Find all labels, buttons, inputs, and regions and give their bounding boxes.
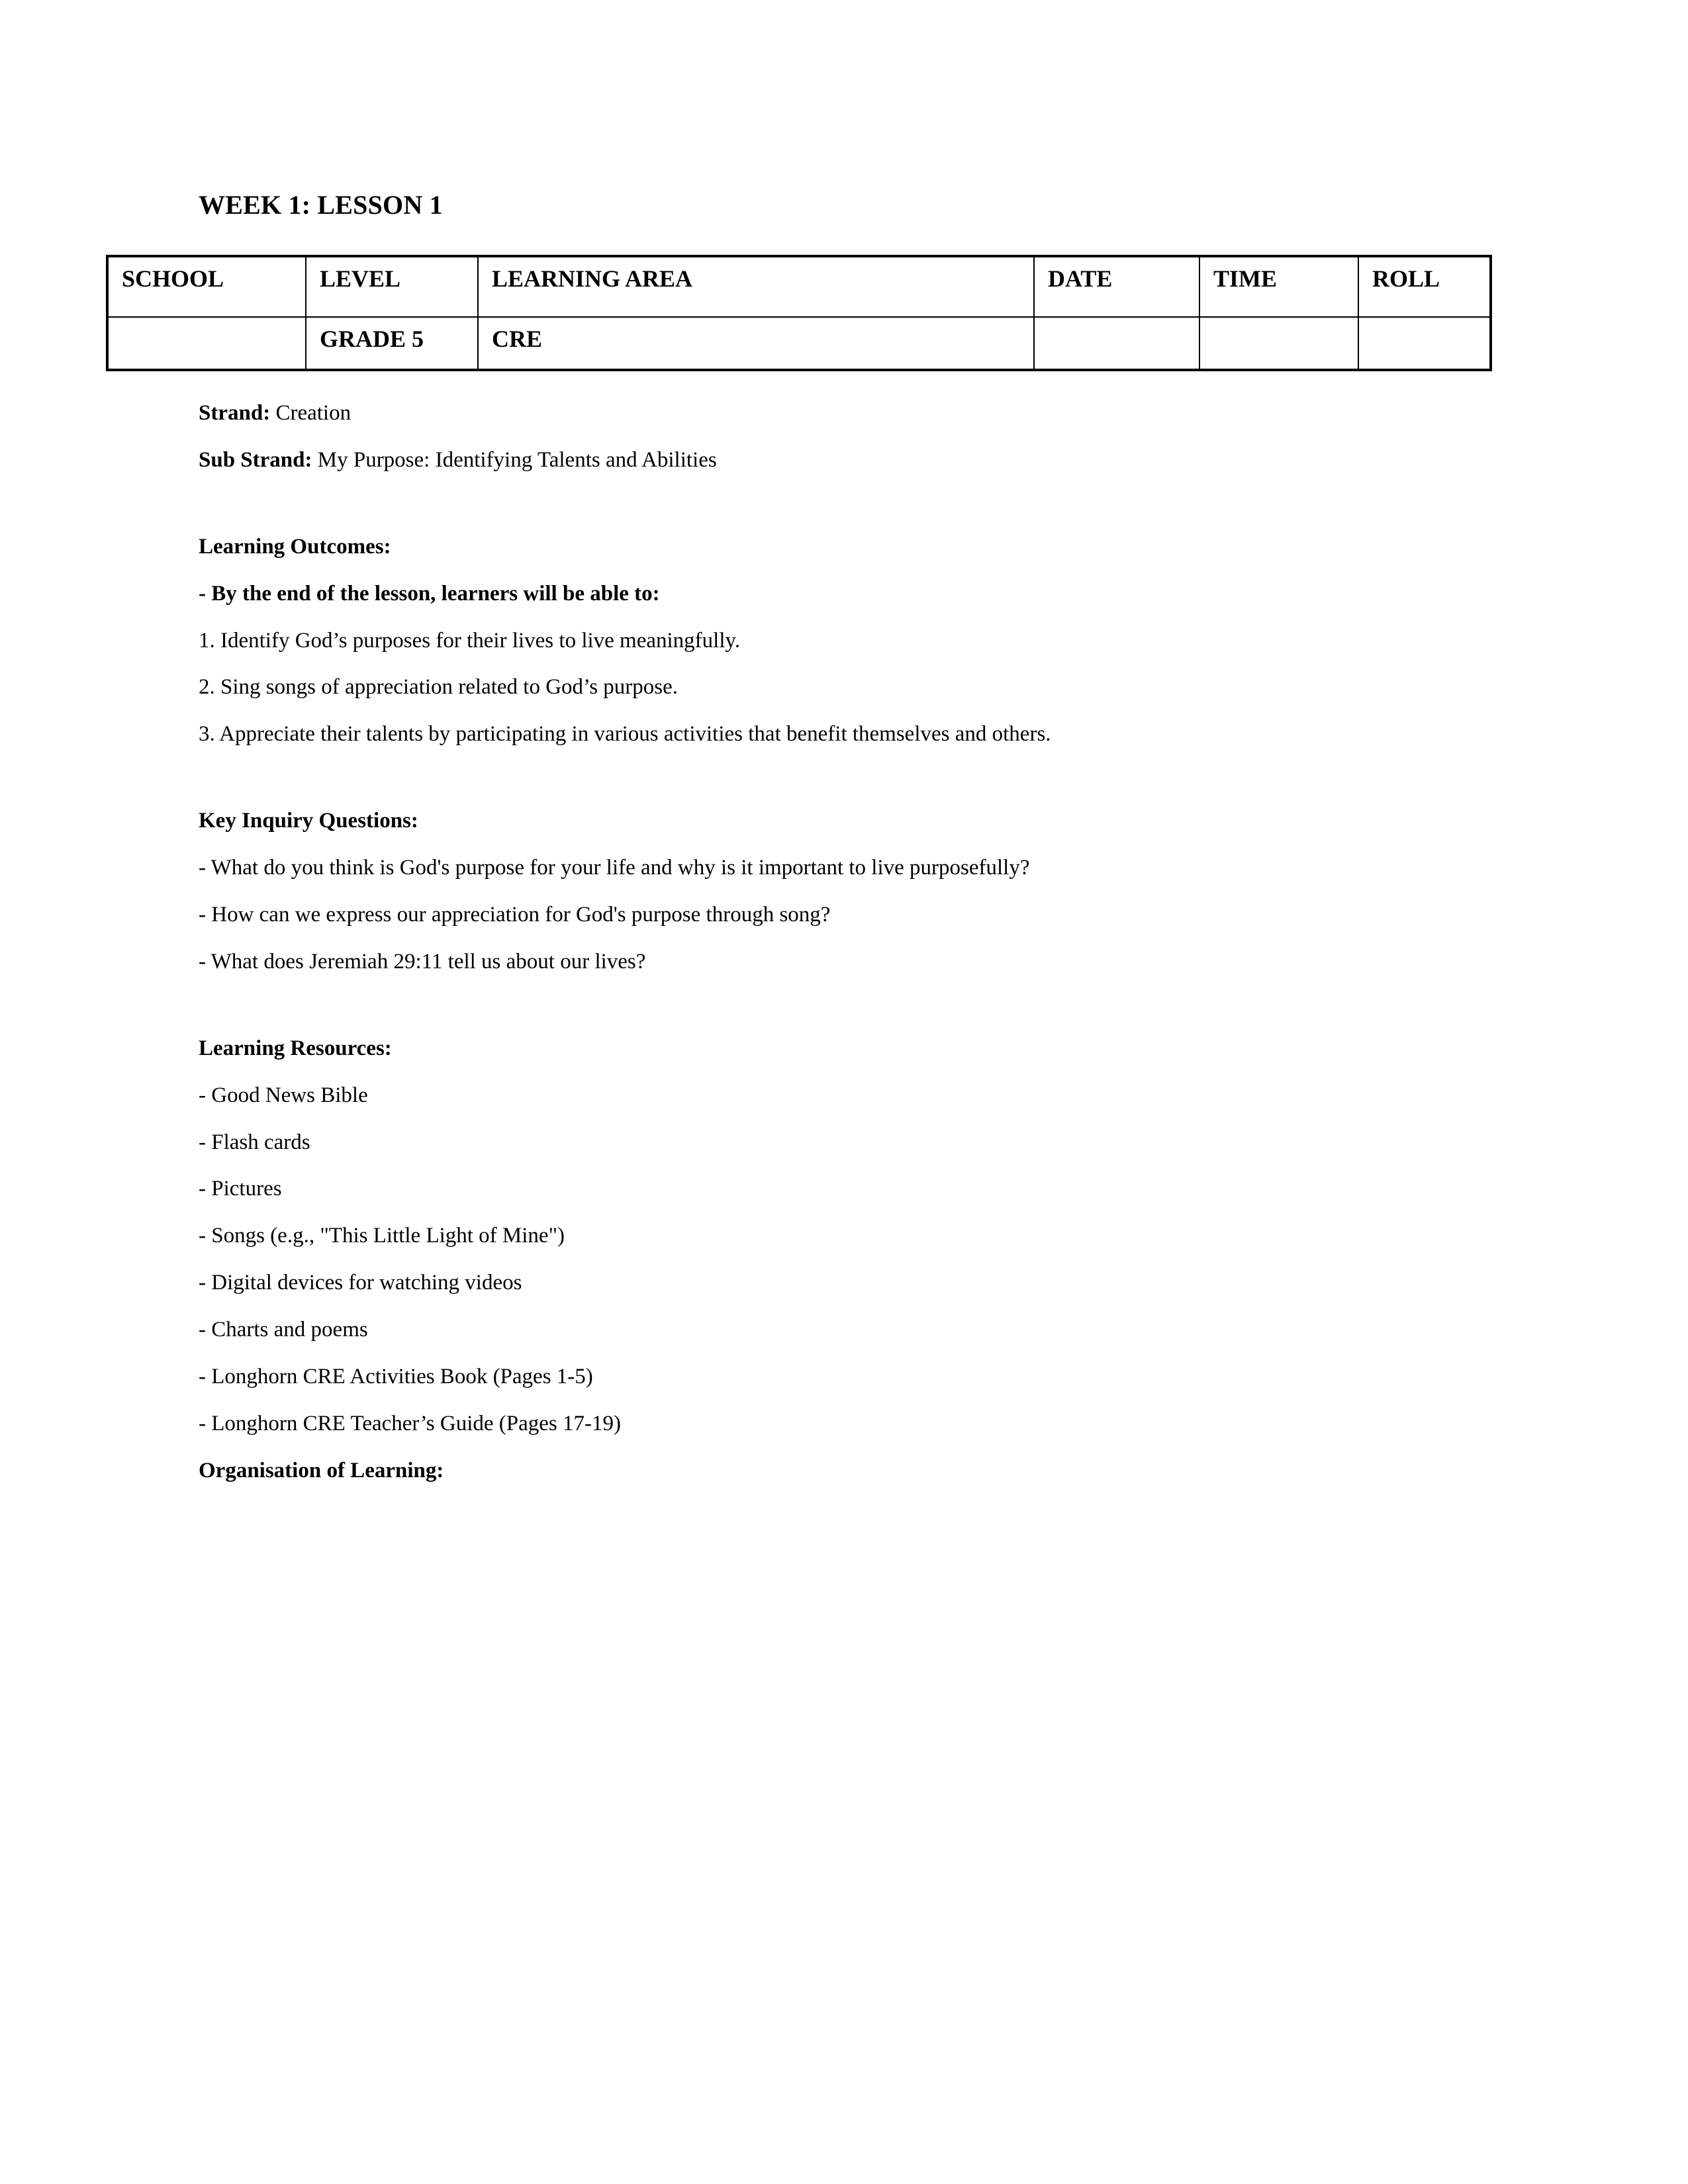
spacer (199, 428, 1397, 446)
learning-outcome-item: 1. Identify God’s purposes for their lives to live meaningfully. (199, 628, 741, 653)
key-inquiry-question-item: - What does Jeremiah 29:11 tell us about our lives? (199, 949, 646, 974)
strand-value: Creation (270, 401, 352, 425)
spacer (199, 976, 1397, 1034)
spacer (199, 1344, 1397, 1363)
learning-outcomes-intro: - By the end of the lesson, learners will be able to: (199, 581, 660, 606)
spacer (199, 1438, 1397, 1457)
spacer (199, 561, 1397, 580)
spacer (199, 608, 1397, 627)
spacer (199, 1250, 1397, 1269)
spacer (199, 475, 1397, 533)
table-header-date: DATE (1034, 256, 1199, 317)
key-inquiry-question-item: - What do you think is God's purpose for your life and why is it important to live purposefully? (199, 856, 1030, 880)
table-header-school: SCHOOL (107, 256, 306, 317)
spacer (199, 749, 1397, 807)
learning-resource-item: - Digital devices for watching videos (199, 1271, 522, 1295)
table-header-roll: ROLL (1358, 256, 1491, 317)
lesson-info-table-wrapper (106, 255, 1489, 371)
strand-label: Strand: (199, 401, 271, 425)
table-header-time: TIME (1199, 256, 1358, 317)
key-inquiry-questions-heading: Key Inquiry Questions: (199, 809, 418, 833)
learning-resource-item: - Good News Bible (199, 1083, 368, 1107)
learning-resource-item: - Charts and poems (199, 1318, 368, 1342)
sub-strand-value: My Purpose: Identifying Talents and Abilities (312, 447, 717, 472)
table-cell-school[interactable] (107, 317, 306, 370)
learning-resource-item: - Longhorn CRE Activities Book (Pages 1-5) (199, 1365, 593, 1389)
spacer (199, 371, 1397, 399)
table-header-learning-area: LEARNING AREA (478, 256, 1034, 317)
spacer (199, 1110, 1397, 1128)
sub-strand-line (199, 446, 1397, 475)
spacer (199, 1297, 1397, 1316)
table-header-row (107, 256, 1491, 317)
table-cell-level[interactable]: GRADE 5 (306, 317, 478, 370)
learning-resource-item: - Pictures (199, 1177, 282, 1201)
table-row (107, 317, 1491, 370)
spacer (199, 702, 1397, 720)
document-body (122, 0, 1440, 1485)
spacer (199, 882, 1397, 901)
sub-strand-label: Sub Strand: (199, 447, 312, 472)
spacer (199, 835, 1397, 854)
learning-resource-item: - Longhorn CRE Teacher’s Guide (Pages 17-19) (199, 1411, 621, 1435)
spacer (199, 1156, 1397, 1175)
learning-outcome-item: 2. Sing songs of appreciation related to God’s purpose. (199, 675, 679, 700)
spacer (199, 1063, 1397, 1081)
learning-outcome-item: 3. Appreciate their talents by participating in various activities that benefit themselves and others. (199, 722, 1051, 747)
table-cell-time[interactable] (1199, 317, 1358, 370)
learning-resource-item: - Songs (e.g., "This Little Light of Mine") (199, 1224, 565, 1248)
spacer (199, 929, 1397, 948)
table-cell-roll[interactable] (1358, 317, 1491, 370)
strand-line (199, 399, 1397, 428)
spacer (199, 1391, 1397, 1410)
table-cell-date[interactable] (1034, 317, 1199, 370)
page-title: WEEK 1: LESSON 1 (199, 190, 443, 220)
spacer (199, 1203, 1397, 1222)
learning-outcomes-heading: Learning Outcomes: (199, 534, 391, 559)
key-inquiry-question-item: - How can we express our appreciation for God's purpose through song? (199, 903, 831, 927)
learning-resource-item: - Flash cards (199, 1130, 310, 1154)
spacer (199, 655, 1397, 673)
learning-resources-heading: Learning Resources: (199, 1036, 392, 1060)
organisation-of-learning-heading: Organisation of Learning: (199, 1458, 444, 1482)
lesson-info-table (106, 255, 1492, 371)
table-header-level: LEVEL (306, 256, 478, 317)
table-cell-learning-area[interactable]: CRE (478, 317, 1034, 370)
